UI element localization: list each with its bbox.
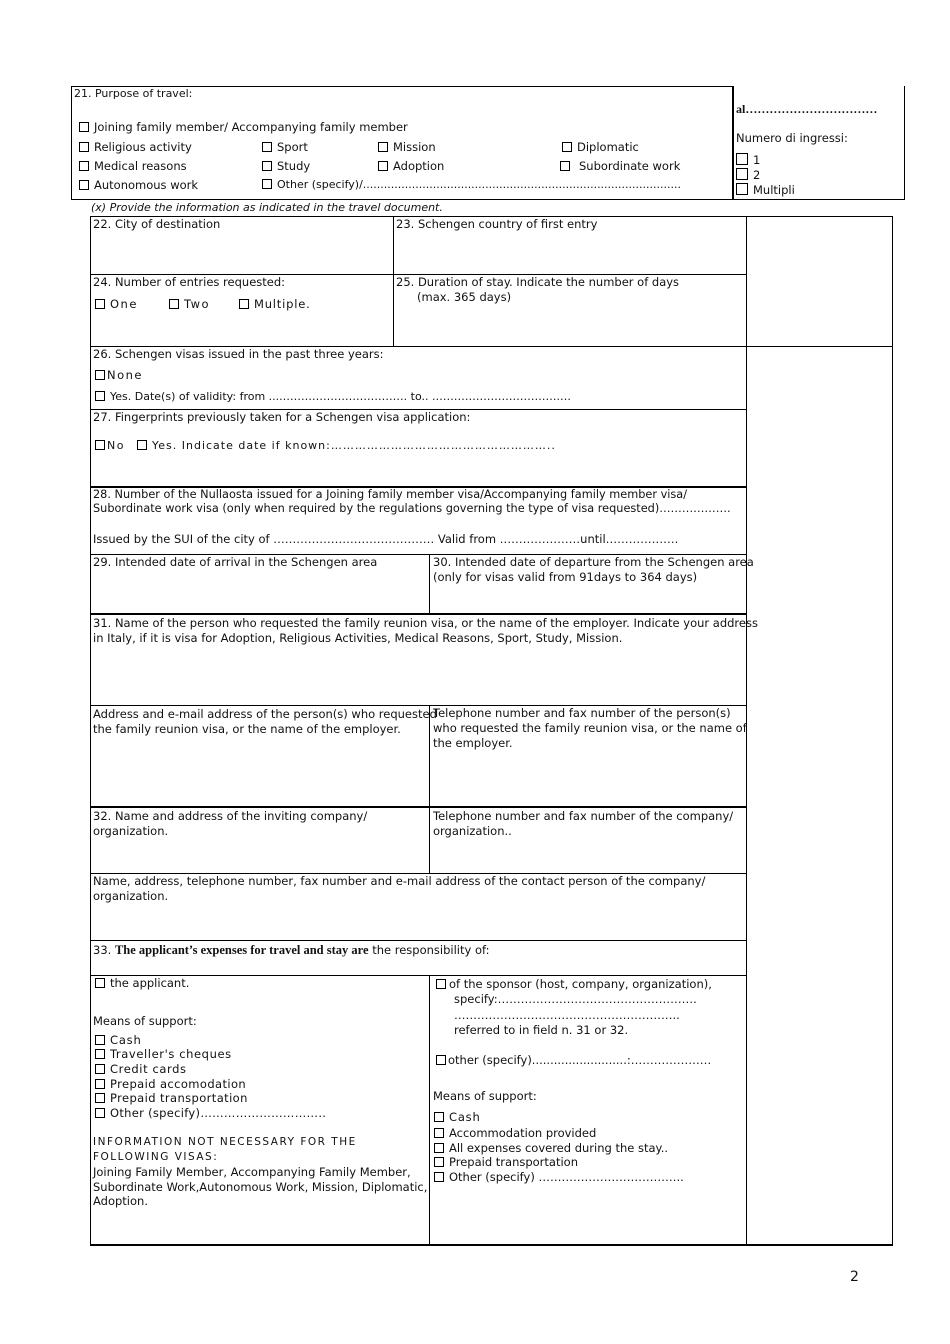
company-phone-line1: Telephone number and fax number of the company/	[433, 809, 734, 823]
telephone-fax-line3: the employer.	[433, 736, 513, 750]
nullaosta-issued[interactable]: Issued by the SUI of the city of …………………………………… Valid from …………………until……………….	[93, 532, 679, 546]
schengen-visas-yes[interactable]: Yes. Date(s) of validity: from ....……………………………. to.. .…………………………….…	[95, 390, 571, 404]
checkbox-sp-cash[interactable]	[434, 1112, 444, 1122]
checkbox-sp-transport[interactable]	[434, 1157, 444, 1167]
applicant-means-other[interactable]: Other (specify)…………………………..	[95, 1106, 326, 1121]
purpose-autonomous[interactable]: Autonomous work	[79, 178, 198, 193]
telephone-fax-line1: Telephone number and fax number of the person(s)	[433, 706, 731, 720]
side-entry-1[interactable]: 1	[736, 153, 760, 167]
address-email-line1: Address and e-mail address of the person(s) who requested	[93, 707, 437, 721]
schengen-visas-label: 26. Schengen visas issued in the past three years:	[93, 347, 384, 361]
expenses-heading: 33. The applicant’s expenses for travel and stay are the responsibility of:	[93, 943, 490, 957]
sponsor-means-other[interactable]: Other (specify) ………………………………..	[434, 1170, 684, 1185]
inviting-company-line2: organization.	[93, 824, 169, 838]
checkbox-entry-multiple[interactable]	[736, 183, 748, 195]
city-of-destination-label: 22. City of destination	[93, 217, 221, 231]
entries-one[interactable]: One	[95, 297, 138, 312]
checkbox-fingerprints-yes[interactable]	[137, 440, 147, 450]
purpose-joining[interactable]: Joining family member/ Accompanying family member	[79, 120, 408, 135]
checkbox-joining[interactable]	[79, 122, 89, 132]
family-reunion-line2: in Italy, if it is visa for Adoption, Religious Activities, Medical Reasons, Sport, Study, Mission.	[93, 631, 623, 645]
sponsor-means-expenses[interactable]: All expenses covered during the stay..	[434, 1141, 668, 1156]
purpose-sport[interactable]: Sport	[262, 140, 308, 155]
checkbox-visas-yes[interactable]	[95, 391, 105, 401]
info-heading-1: INFORMATION NOT NECESSARY FOR THE	[93, 1136, 357, 1148]
checkbox-subordinate[interactable]	[560, 161, 570, 171]
checkbox-visas-none[interactable]	[95, 370, 105, 380]
side-al-field[interactable]: al……………………………	[736, 102, 878, 116]
checkbox-app-cheques[interactable]	[95, 1049, 105, 1059]
info-visas-line1: Joining Family Member, Accompanying Family Member,	[93, 1165, 411, 1179]
checkbox-sponsor-other[interactable]	[436, 1055, 446, 1065]
family-reunion-line1: 31. Name of the person who requested the family reunion visa, or the name of the employer. Indicate your address	[93, 616, 758, 630]
purpose-subordinate[interactable]: Subordinate work	[560, 159, 680, 174]
checkbox-autonomous[interactable]	[79, 180, 89, 190]
purpose-religious[interactable]: Religious activity	[79, 140, 192, 155]
departure-date-note: (only for visas valid from 91days to 364 days)	[433, 570, 698, 584]
side-panel-bottom-border	[733, 199, 905, 200]
sponsor-means-cash[interactable]: Cash	[434, 1110, 481, 1125]
purpose-other[interactable]: Other (specify)/...........................................................................................	[262, 178, 681, 192]
sponsor-specify[interactable]: specify:…………………………………………….	[454, 992, 697, 1006]
checkbox-entry-1[interactable]	[736, 153, 748, 165]
checkbox-sp-accommodation[interactable]	[434, 1128, 444, 1138]
contact-person-line2: organization.	[93, 889, 169, 903]
inviting-company-line1: 32. Name and address of the inviting company/	[93, 809, 368, 823]
checkbox-mission[interactable]	[378, 142, 388, 152]
purpose-medical[interactable]: Medical reasons	[79, 159, 187, 174]
sponsor-means-accommodation[interactable]: Accommodation provided	[434, 1126, 596, 1141]
sponsor-means-transport[interactable]: Prepaid transportation	[434, 1155, 578, 1170]
sponsor-means-label: Means of support:	[433, 1089, 537, 1103]
divider-29-30	[429, 554, 430, 614]
nullaosta-line2: Subordinate work visa (only when required by the regulations governing the type of visa requested)……………….	[93, 502, 731, 515]
purpose-study[interactable]: Study	[262, 159, 310, 174]
telephone-fax-line2: who requested the family reunion visa, or the name of	[433, 721, 747, 735]
purpose-diplomatic[interactable]: Diplomatic	[562, 140, 639, 155]
contact-person-line1: Name, address, telephone number, fax number and e-mail address of the contact person of the company/	[93, 874, 706, 888]
row-divider-31	[90, 613, 747, 615]
entries-two[interactable]: Two	[169, 297, 210, 312]
checkbox-sport[interactable]	[262, 142, 272, 152]
main-form-bottom-border	[90, 1244, 893, 1246]
applicant-means-label: Means of support:	[93, 1014, 197, 1028]
checkbox-medical[interactable]	[79, 161, 89, 171]
side-entry-multiple[interactable]: Multipli	[736, 183, 795, 197]
divider-22-23	[393, 216, 394, 346]
checkbox-diplomatic[interactable]	[562, 142, 572, 152]
checkbox-religious[interactable]	[79, 142, 89, 152]
fingerprints-no[interactable]: No	[95, 439, 125, 453]
row-divider-33	[90, 940, 747, 941]
row-divider-32	[90, 806, 747, 808]
checkbox-other[interactable]	[262, 179, 272, 189]
sponsor-specify-dots[interactable]: …………………………………………………..	[454, 1008, 680, 1022]
travel-document-note: (x) Provide the information as indicated in the travel document.	[91, 201, 443, 214]
page-number: 2	[850, 1269, 859, 1285]
sponsor-other[interactable]: other (specify)..........................:…………………	[436, 1053, 711, 1068]
side-panel-right-border	[904, 86, 905, 200]
info-visas-line2: Subordinate Work,Autonomous Work, Mission, Diplomatic,	[93, 1180, 428, 1194]
fingerprints-yes[interactable]: Yes. Indicate date if known:………………………………………………..	[137, 439, 556, 453]
company-phone-line2: organization..	[433, 824, 512, 838]
side-panel-left-border	[733, 86, 734, 200]
checkbox-app-accomodation[interactable]	[95, 1079, 105, 1089]
checkbox-sp-other[interactable]	[434, 1172, 444, 1182]
applicant-means-transport[interactable]: Prepaid transportation	[95, 1091, 248, 1106]
address-email-line2: the family reunion visa, or the name of the employer.	[93, 722, 401, 736]
checkbox-entries-one[interactable]	[95, 299, 105, 309]
applicant-means-cards[interactable]: Credit cards	[95, 1062, 187, 1077]
right-column-border	[892, 216, 893, 1245]
purpose-mission[interactable]: Mission	[378, 140, 436, 155]
duration-max-label: (max. 365 days)	[417, 290, 512, 304]
checkbox-adoption[interactable]	[378, 161, 388, 171]
fingerprints-label: 27. Fingerprints previously taken for a Schengen visa application:	[93, 410, 471, 424]
schengen-visas-none[interactable]: None	[95, 368, 143, 383]
checkbox-sp-expenses[interactable]	[434, 1143, 444, 1153]
divider-applicant-sponsor	[429, 975, 430, 1245]
checkbox-entries-multiple[interactable]	[239, 299, 249, 309]
applicant-means-accomodation[interactable]: Prepaid accomodation	[95, 1077, 246, 1092]
checkbox-entries-two[interactable]	[169, 299, 179, 309]
checkbox-study[interactable]	[262, 161, 272, 171]
checkbox-app-other[interactable]	[95, 1108, 105, 1118]
entries-requested-label: 24. Number of entries requested:	[93, 275, 286, 289]
info-visas-line3: Adoption.	[93, 1194, 148, 1208]
checkbox-app-cards[interactable]	[95, 1064, 105, 1074]
divider-32	[429, 806, 430, 873]
right-column-divider	[746, 346, 893, 347]
checkbox-entry-2[interactable]	[736, 168, 748, 180]
side-entry-2[interactable]: 2	[736, 168, 760, 182]
purpose-title: 21. Purpose of travel:	[74, 87, 193, 100]
checkbox-app-cash[interactable]	[95, 1035, 105, 1045]
sponsor-reference: referred to in field n. 31 or 32.	[454, 1023, 629, 1037]
applicant-means-cheques[interactable]: Traveller's cheques	[95, 1047, 232, 1062]
sponsor-option[interactable]: of the sponsor (host, company, organization),	[436, 977, 712, 992]
arrival-date-label: 29. Intended date of arrival in the Schengen area	[93, 555, 378, 569]
checkbox-applicant[interactable]	[95, 978, 105, 988]
entries-multiple[interactable]: Multiple.	[239, 297, 311, 312]
side-entries-label: Numero di ingressi:	[736, 131, 848, 145]
departure-date-label: 30. Intended date of departure from the Schengen area	[433, 555, 754, 569]
info-heading-2: FOLLOWING VISAS:	[93, 1151, 219, 1163]
checkbox-fingerprints-no[interactable]	[95, 440, 105, 450]
applicant-means-cash[interactable]: Cash	[95, 1033, 142, 1048]
right-column-top	[746, 216, 893, 217]
checkbox-app-transport[interactable]	[95, 1093, 105, 1103]
applicant-option[interactable]: the applicant.	[95, 976, 189, 991]
schengen-first-entry-label: 23. Schengen country of first entry	[396, 217, 598, 231]
duration-of-stay-label: 25. Duration of stay. Indicate the number of days	[396, 275, 680, 289]
purpose-adoption[interactable]: Adoption	[378, 159, 444, 174]
nullaosta-line1: 28. Number of the Nullaosta issued for a Joining family member visa/Accompanying family member visa/	[93, 488, 688, 501]
checkbox-sponsor[interactable]	[436, 979, 446, 989]
